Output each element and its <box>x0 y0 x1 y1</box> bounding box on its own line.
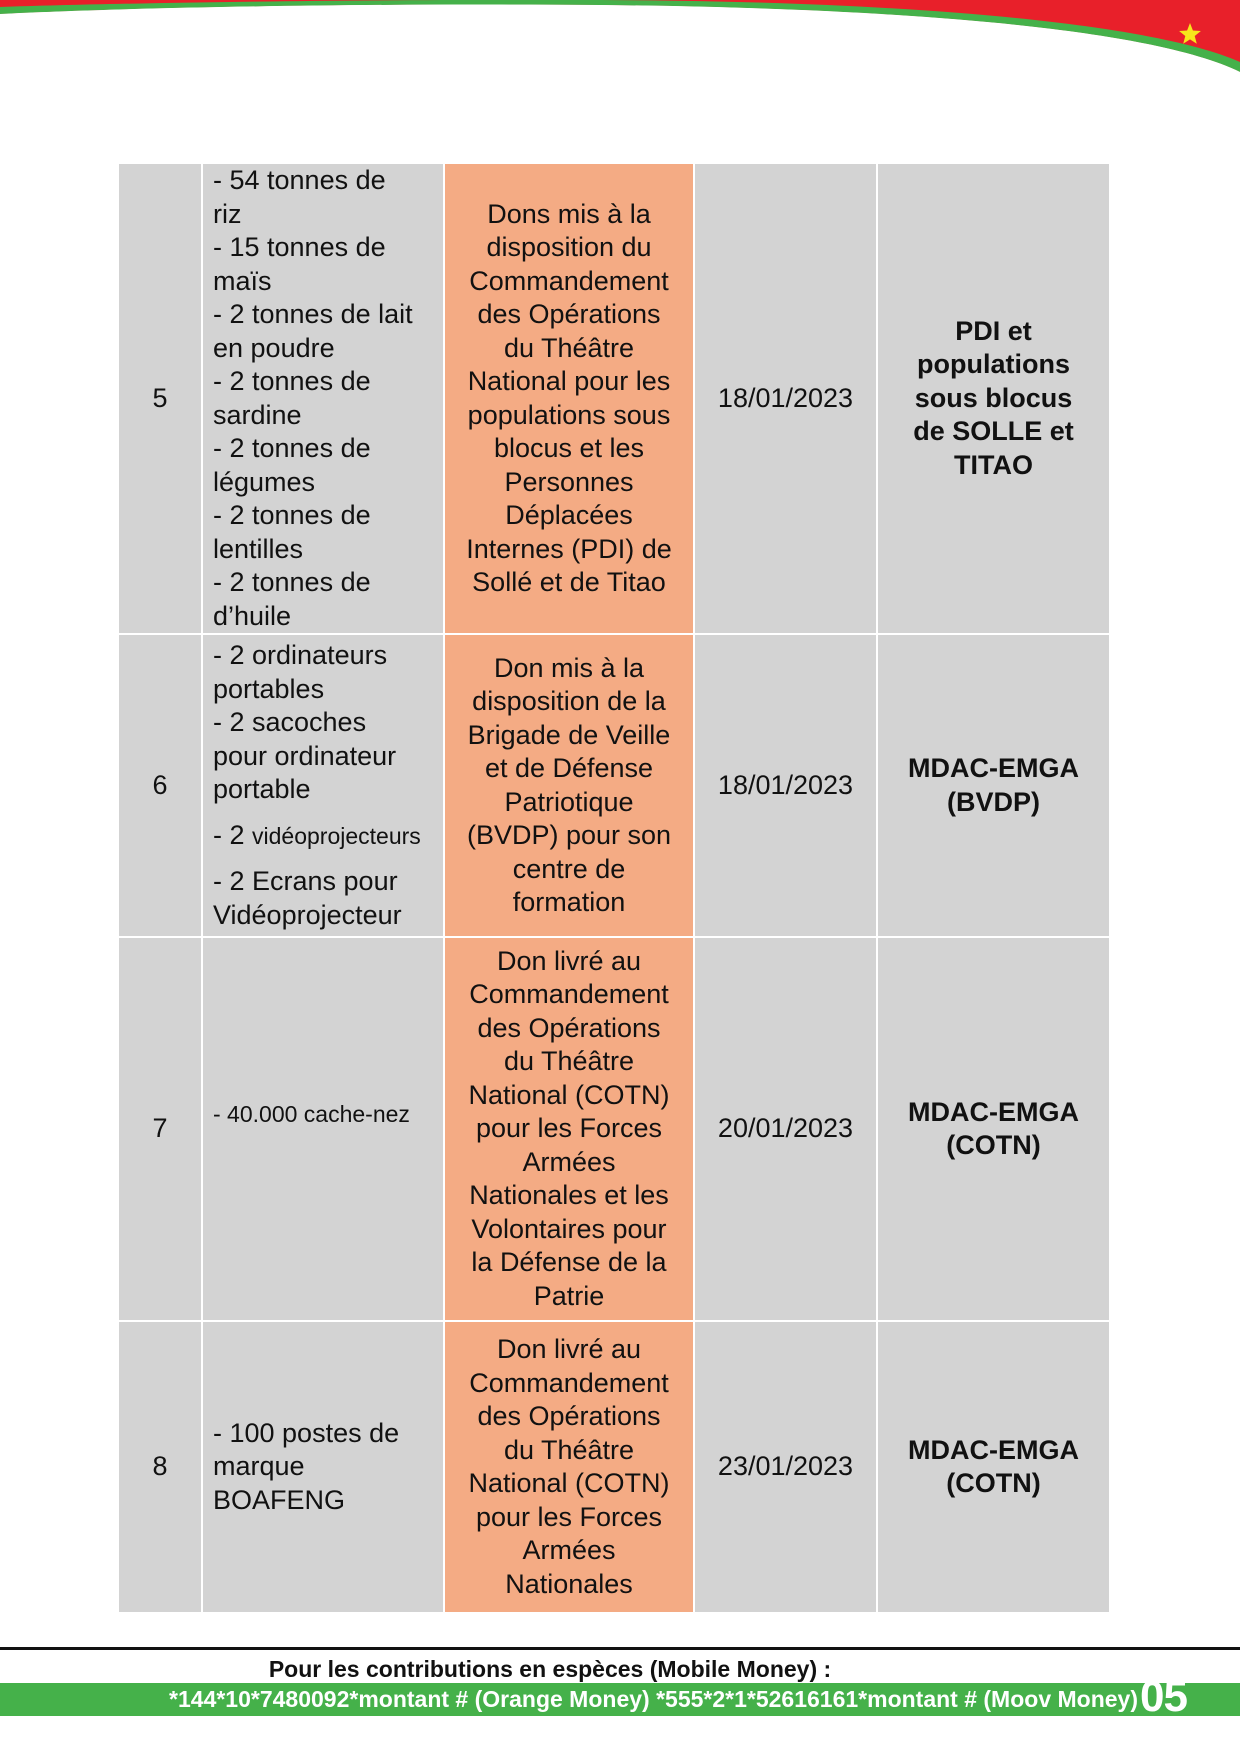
description-line: (BVDP) pour son <box>466 820 672 850</box>
description-line: populations sous <box>467 399 671 430</box>
item-line: - 2 tonnes de <box>213 500 371 530</box>
item-line: - 54 tonnes de <box>213 165 386 195</box>
item-line: - 100 postes de <box>213 1417 400 1448</box>
item-line: Vidéoprojecteur <box>213 899 402 930</box>
item-line: riz <box>213 198 242 229</box>
description-line: des Opérations <box>477 299 661 329</box>
description-line: Internes (PDI) de <box>466 533 672 564</box>
items-cell <box>202 1321 444 1613</box>
item-line: BOAFENG <box>213 1484 346 1515</box>
beneficiary-line: (COTN) <box>946 1468 1041 1498</box>
description-line: Don mis à la <box>493 652 645 683</box>
description-line: Brigade de Veille <box>467 719 671 750</box>
description-line: Armées <box>522 1535 616 1565</box>
description-line: Commandement <box>469 1367 669 1398</box>
description-line: des Opérations <box>477 1401 661 1431</box>
item-line: maïs <box>213 265 272 296</box>
description-line: Commandement <box>469 979 669 1010</box>
item-line: sardine <box>213 399 302 430</box>
row-number: 5 <box>118 163 202 634</box>
beneficiary-line: (COTN) <box>946 1130 1041 1160</box>
description-line: disposition de la <box>472 686 666 716</box>
beneficiary-cell <box>877 937 1110 1321</box>
footer-divider <box>0 1647 1240 1650</box>
description-line: blocus et les <box>493 433 645 463</box>
description-line: Volontaires pour <box>471 1213 667 1244</box>
beneficiary-line: MDAC-EMGA <box>908 1434 1079 1465</box>
row-number: 8 <box>118 1321 202 1613</box>
description-line: Armées <box>522 1146 616 1177</box>
description-line: National pour les <box>467 366 671 396</box>
flag-banner <box>0 0 1240 90</box>
table-row <box>118 1321 1110 1613</box>
item-line: - 2 Ecrans pour <box>213 866 398 896</box>
description-line: Patrie <box>533 1280 605 1311</box>
beneficiary-line: de SOLLE et <box>913 416 1074 447</box>
row-number: 6 <box>118 634 202 937</box>
description-line: Sollé et de Titao <box>472 567 666 597</box>
beneficiary-cell <box>877 634 1110 937</box>
beneficiary-line: MDAC-EMGA <box>908 1096 1079 1127</box>
description-line: National (COTN) <box>468 1468 670 1498</box>
description-line: Don livré au <box>496 945 642 976</box>
item-line: en poudre <box>213 332 335 363</box>
beneficiary-line: TITAO <box>954 449 1033 480</box>
item-line: - 2 tonnes de <box>213 366 371 396</box>
footer-mobile-money-codes: *144*10*7480092*montant # (Orange Money) *555*2*1*52616161*montant # (Moov Money) <box>169 1686 1138 1712</box>
page-number: 05 <box>1140 1672 1187 1721</box>
description-cell <box>444 937 694 1321</box>
description-cell <box>444 163 694 634</box>
description-line: du Théâtre <box>503 1434 635 1465</box>
item-line: - 2 tonnes de <box>213 567 371 597</box>
item-line: - 2 tonnes de lait <box>213 299 413 329</box>
beneficiary-line: sous blocus <box>914 382 1073 413</box>
item-line: - 2 tonnes de <box>213 433 371 463</box>
beneficiary-line: (BVDP) <box>947 786 1040 817</box>
items-cell <box>202 634 444 937</box>
item-line: portables <box>213 673 325 704</box>
beneficiary-line: MDAC-EMGA <box>908 753 1079 783</box>
item-line: - 15 tonnes de <box>213 232 386 262</box>
item-small-text: vidéoprojecteurs <box>252 822 421 849</box>
description-line: des Opérations <box>477 1012 661 1043</box>
table-row <box>118 634 1110 937</box>
item-line: portable <box>213 774 311 804</box>
item-line <box>213 819 433 854</box>
description-line: National (COTN) <box>468 1079 670 1110</box>
beneficiary-line: populations <box>917 349 1070 380</box>
description-line: centre de <box>512 853 626 884</box>
table-row <box>118 937 1110 1321</box>
description-line: du Théâtre <box>503 332 635 363</box>
date-cell: 20/01/2023 <box>694 937 877 1321</box>
beneficiary-cell <box>877 163 1110 634</box>
description-line: Don livré au <box>496 1334 642 1364</box>
items-cell <box>202 937 444 1321</box>
item-line: - 2 ordinateurs <box>213 640 388 670</box>
description-line: la Défense de la <box>471 1247 667 1278</box>
description-line: et de Défense <box>484 753 654 783</box>
description-line: Déplacées <box>505 500 633 530</box>
donations-table <box>117 162 1111 1614</box>
date-cell: 18/01/2023 <box>694 634 877 937</box>
beneficiary-cell <box>877 1321 1110 1613</box>
item-line: lentilles <box>213 533 304 564</box>
date-cell: 23/01/2023 <box>694 1321 877 1613</box>
item-line: - 2 sacoches <box>213 707 367 737</box>
table-row <box>118 163 1110 634</box>
beneficiary-line: PDI et <box>955 315 1032 346</box>
description-line: Patriotique <box>504 786 634 817</box>
description-line: du Théâtre <box>503 1046 635 1077</box>
description-line: Nationales <box>505 1568 633 1599</box>
item-line: - 40.000 cache-nez <box>213 1101 410 1128</box>
description-line: Commandement <box>469 265 669 296</box>
description-line: formation <box>512 887 626 917</box>
item-line: pour ordinateur <box>213 740 397 771</box>
description-line: Personnes <box>504 466 634 497</box>
item-line: marque <box>213 1451 305 1482</box>
item-prefix: - 2 <box>213 819 253 850</box>
description-line: pour les Forces <box>475 1501 663 1532</box>
description-cell <box>444 634 694 937</box>
item-line: légumes <box>213 466 316 497</box>
description-line: pour les Forces <box>475 1113 663 1144</box>
description-cell <box>444 1321 694 1613</box>
item-line: d’huile <box>213 600 292 631</box>
row-number: 7 <box>118 937 202 1321</box>
description-line: Nationales et les <box>469 1180 669 1211</box>
footer-title: Pour les contributions en espèces (Mobile Money) : <box>268 1656 832 1682</box>
date-cell: 18/01/2023 <box>694 163 877 634</box>
description-line: disposition du <box>486 232 652 262</box>
items-cell <box>202 163 444 634</box>
description-line: Dons mis à la <box>487 198 651 229</box>
